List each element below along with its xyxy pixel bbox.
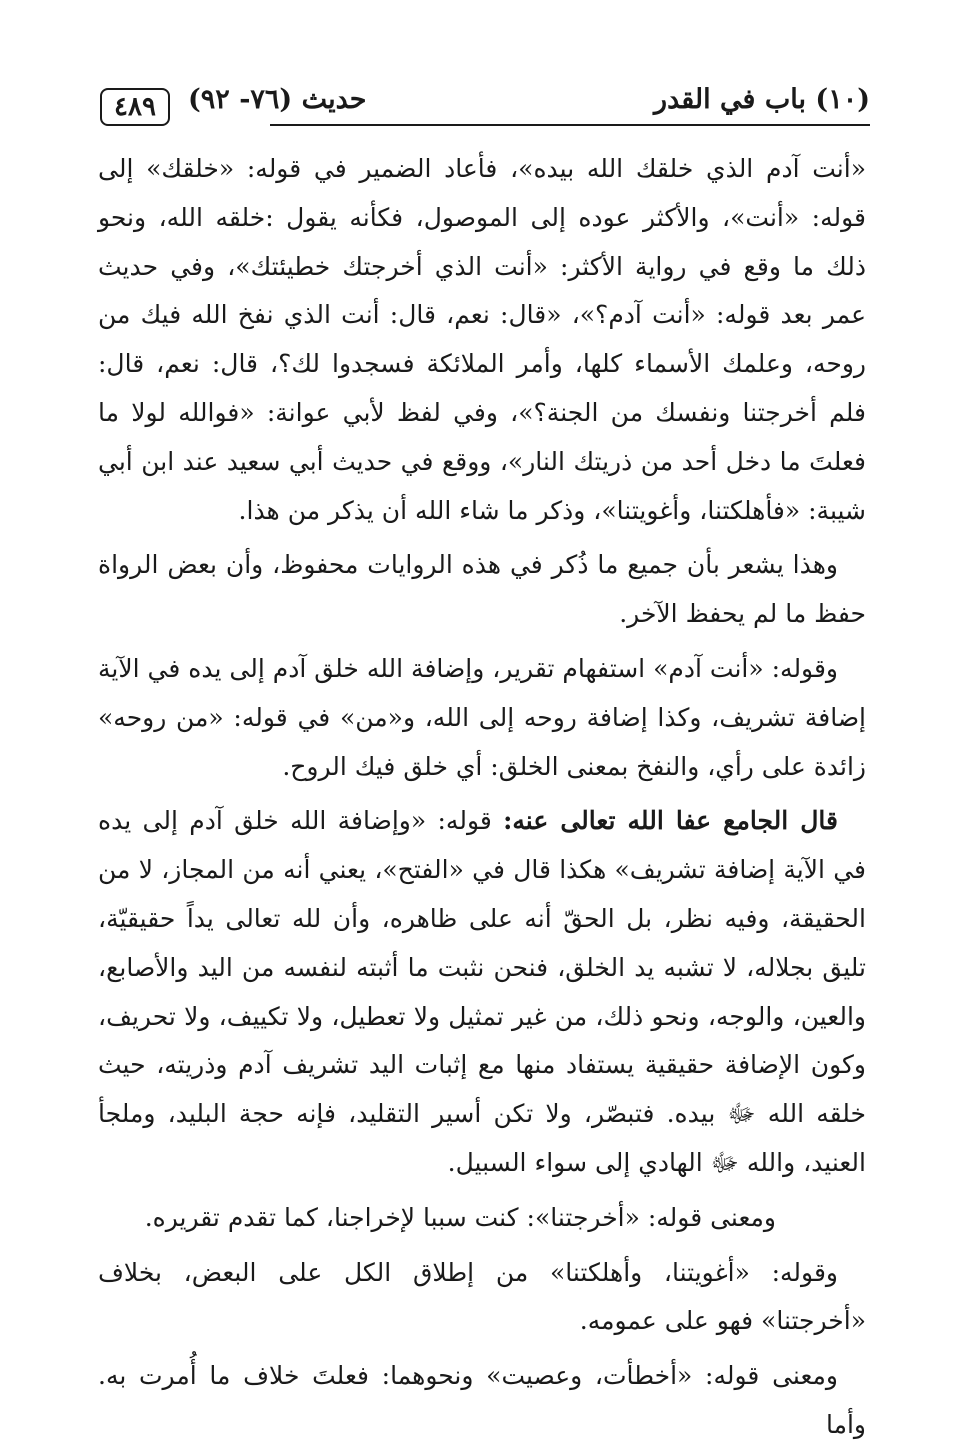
paragraph-1-text: «أنت آدم الذي خلقك الله بيده»، فأعاد الضمير في قوله: «خلقك» إلى قوله: «أنت»، والأكثر عوده إلى الموصول، فكأنه يقول :خلقه الله، ونحو ذلك ما وقع في رواية الأكثر: «أنت الذي أخرجتك خطيئتك»، وفي حديث عمر بعد قوله: «أنت آدم؟»، «قال: نعم، قال: أنت الذي نفخ الله فيك من روحه، وعلمك الأسماء كلها، وأمر الملائكة فسجدوا لك؟، قال: نعم، قال: فلم أخرجتنا ونفسك من الجنة؟»، وفي لفظ لأبي عوانة: «فوالله لولا ما فعلتَ ما دخل أحد من ذريتك النار»، ووقع في حديث أبي سعيد عند ابن أبي شيبة: «فأهلكتنا، وأغويتنا»، وذكر ما شاء الله أن يذكر من هذا. xyxy=(98,154,866,525)
page-number: ٤٨٩ xyxy=(114,92,156,122)
paragraph-4 xyxy=(98,797,866,1187)
page-number-box xyxy=(100,88,170,126)
paragraph-7 xyxy=(98,1352,866,1450)
paragraph-5-text: ومعنى قوله: «أخرجتنا»: كنت سببا لإخراجنا، كما تقدم تقريره. xyxy=(144,1202,776,1232)
compiler-note-lead: قال الجامع عفا الله تعالى عنه: xyxy=(503,806,838,836)
paragraph-1 xyxy=(98,145,866,535)
paragraph-7-text: ومعنى قوله: «أخطأت، وعصيت» ونحوهما: فعلتَ خلاف ما أُمرت به. وأما xyxy=(98,1361,866,1439)
paragraph-3 xyxy=(98,645,866,791)
paragraph-3-text: وقوله: «أنت آدم» استفهام تقرير، وإضافة الله خلق آدم إلى يده في الآية إضافة تشريف، وكذا إضافة روحه إلى الله، و«من» في قوله: «من روحه» زائدة على رأي، والنفخ بمعنى الخلق: أي خلق فيك الروح. xyxy=(98,653,866,781)
page-header xyxy=(100,86,870,130)
header-rule xyxy=(270,124,870,126)
chapter-title: (١٠) باب في القدر xyxy=(654,84,870,115)
paragraph-4-text: قوله: «وإضافة الله خلق آدم إلى يده في الآية إضافة تشريف» هكذا قال في «الفتح»، يعني أنه من المجاز، لا من الحقيقة، وفيه نظر، بل الحقّ أنه على ظاهره، وأن لله تعالى يداً حقيقيّة، تليق بجلاله، لا تشبه يد الخلق، فنحن نثبت ما أثبته لنفسه من اليد والأصابع، والعين، والوجه، ونحو ذلك، من غير تمثيل ولا تعطيل، ولا تكييف، ولا تحريف، وكون الإضافة حقيقية يستفاد منها مع إثبات اليد تشريف آدم وذريته، حيث خلقه الله ﷻ بيده. فتبصّر، ولا تكن أسير التقليد، فإنه حجة البليد، وملجأ العنيد، والله ﷻ الهادي إلى سواء السبيل. xyxy=(98,806,866,1177)
paragraph-2 xyxy=(98,541,866,639)
hadith-range: حديث (٧٦- ٩٢) xyxy=(188,84,367,115)
paragraph-6 xyxy=(98,1249,866,1347)
paragraph-6-text: وقوله: «أغويتنا، وأهلكتنا» من إطلاق الكل على البعض، بخلاف «أخرجتنا» فهو على عمومه. xyxy=(98,1257,866,1336)
paragraph-5 xyxy=(98,1194,866,1243)
paragraph-2-text: وهذا يشعر بأن جميع ما ذُكر في هذه الروايات محفوظ، وأن بعض الرواة حفظ ما لم يحفظ الآخر. xyxy=(98,550,866,629)
page-body xyxy=(98,145,866,1456)
